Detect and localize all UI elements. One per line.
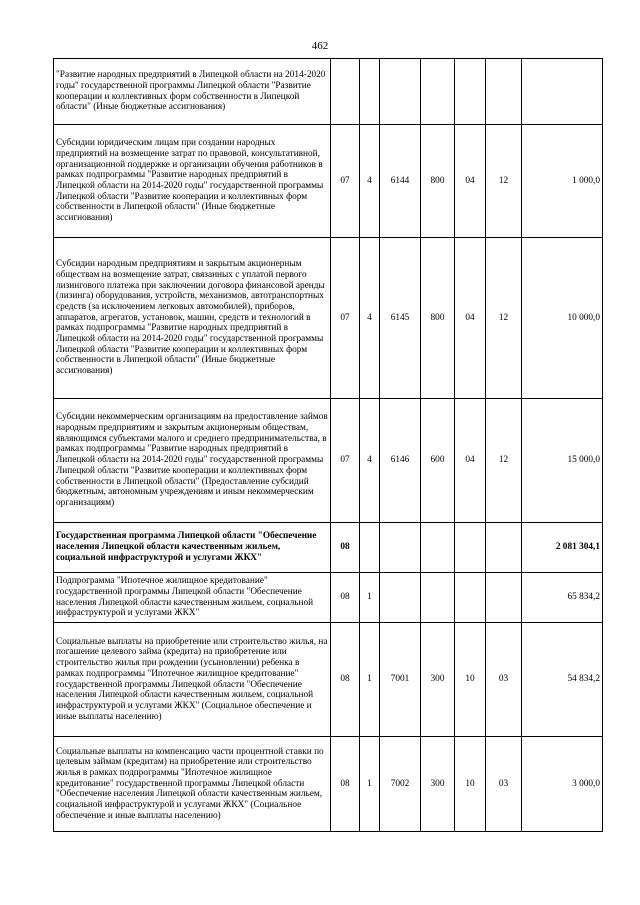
table-row — [54, 623, 603, 737]
amount-value: 15 000,0 — [522, 399, 603, 523]
section-code: 1 — [360, 623, 380, 737]
section-code: 4 — [360, 399, 380, 523]
table-row — [54, 399, 603, 523]
section-code: 1 — [360, 573, 380, 623]
amount-value: 2 081 304,1 — [522, 523, 603, 573]
subsection-code: 04 — [455, 238, 486, 399]
row-name: "Развитие народных предприятий в Липецкой области на 2014-2020 годы" государственной программы Липецкой области "Развитие кооперации и коллективных форм собственности в Липецкой области" (Иные бюджетные ассигнования) — [54, 59, 331, 125]
amount-value — [522, 59, 603, 125]
section-code: 1 — [360, 737, 380, 832]
article-code: 12 — [486, 399, 522, 523]
amount-value: 10 000,0 — [522, 238, 603, 399]
table-row — [54, 59, 603, 125]
row-name: Социальные выплаты на приобретение или строительство жилья, на погашение целевого займа (кредита) на приобретение или строительство жилья при рождении (усыновлении) ребенка в рамках подпрограммы "Ипотечное жилищное кредитование" государственной программы Липецкой области "Обеспечение населения Липецкой области качественным жильем, социальной инфраструктурой и услугами ЖКХ" (Социальное обеспечение и иные выплаты населению) — [54, 623, 331, 737]
ministry-code: 07 — [331, 125, 360, 238]
table-row — [54, 523, 603, 573]
target-code — [380, 59, 421, 125]
expense-type-code — [421, 59, 455, 125]
table-row — [54, 125, 603, 238]
ministry-code: 08 — [331, 523, 360, 573]
table-row — [54, 573, 603, 623]
section-code: 4 — [360, 125, 380, 238]
section-code — [360, 59, 380, 125]
subsection-code — [455, 59, 486, 125]
ministry-code: 07 — [331, 399, 360, 523]
subsection-code — [455, 573, 486, 623]
target-code: 7001 — [380, 623, 421, 737]
article-code — [486, 523, 522, 573]
expense-type-code — [421, 573, 455, 623]
row-name: Субсидии некоммерческим организациям на предоставление займов народным предприятиям и закрытым акционерным обществам, являющимся субъектами малого и среднего предпринимательства, в рамках подпрограммы "Развитие народных предприятий в Липецкой области на 2014-2020 годы" государственной программы Липецкой области "Развитие кооперации и коллективных форм собственности в Липецкой области" (Предоставление субсидий бюджетным, автономным учреждениям и иным некоммерческим организациям) — [54, 399, 331, 523]
subsection-code — [455, 523, 486, 573]
table-row — [54, 238, 603, 399]
expense-type-code: 300 — [421, 623, 455, 737]
section-code: 4 — [360, 238, 380, 399]
article-code: 03 — [486, 737, 522, 832]
target-code: 6145 — [380, 238, 421, 399]
section-code — [360, 523, 380, 573]
target-code — [380, 523, 421, 573]
subsection-code: 10 — [455, 623, 486, 737]
target-code — [380, 573, 421, 623]
row-name: Субсидии народным предприятиям и закрытым акционерным обществам на возмещение затрат, связанных с уплатой первого лизингового платежа при заключении договора финансовой аренды (лизинга) оборудования, устройств, механизмов, автотранспортных средств (за исключением легковых автомобилей), приборов, аппаратов, агрегатов, установок, машин, средств и технологий в рамках подпрограммы "Развитие народных предприятий в Липецкой области на 2014-2020 годы" государственной программы Липецкой области "Развитие кооперации и коллективных форм собственности в Липецкой области" (Иные бюджетные ассигнования) — [54, 238, 331, 399]
article-code: 12 — [486, 125, 522, 238]
row-name: Подпрограмма "Ипотечное жилищное кредитование" государственной программы Липецкой области "Обеспечение населения Липецкой области качественным жильем, социальной инфраструктурой и услугами ЖКХ" — [54, 573, 331, 623]
ministry-code: 08 — [331, 623, 360, 737]
subsection-code: 04 — [455, 125, 486, 238]
article-code — [486, 573, 522, 623]
ministry-code — [331, 59, 360, 125]
target-code: 6144 — [380, 125, 421, 238]
target-code: 7002 — [380, 737, 421, 832]
article-code: 03 — [486, 623, 522, 737]
page-number: 462 — [311, 40, 329, 52]
expense-type-code: 600 — [421, 399, 455, 523]
ministry-code: 07 — [331, 238, 360, 399]
row-name: Государственная программа Липецкой области "Обеспечение населения Липецкой области качественным жильем, социальной инфраструктурой и услугами ЖКХ" — [54, 523, 331, 573]
target-code: 6146 — [380, 399, 421, 523]
expense-type-code — [421, 523, 455, 573]
table-row — [54, 737, 603, 832]
subsection-code: 10 — [455, 737, 486, 832]
row-name: Социальные выплаты на компенсацию части процентной ставки по целевым займам (кредитам) на приобретение или строительство жилья в рамках подпрограммы "Ипотечное жилищное кредитование" государственной программы Липецкой области "Обеспечение населения Липецкой области качественным жильем, социальной инфраструктурой и услугами ЖКХ" (Социальное обеспечение и иные выплаты населению) — [54, 737, 331, 832]
amount-value: 65 834,2 — [522, 573, 603, 623]
amount-value: 1 000,0 — [522, 125, 603, 238]
expense-type-code: 800 — [421, 125, 455, 238]
subsection-code: 04 — [455, 399, 486, 523]
budget-table — [53, 58, 603, 832]
ministry-code: 08 — [331, 737, 360, 832]
row-name: Субсидии юридическим лицам при создании народных предприятий на возмещение затрат по правовой, консультативной, организационной поддержке и организации обучения работников в рамках подпрограммы "Развитие народных предприятий в Липецкой области на 2014-2020 годы" государственной программы Липецкой области "Развитие кооперации и коллективных форм собственности в Липецкой области" (Иные бюджетные ассигнования) — [54, 125, 331, 238]
amount-value: 3 000,0 — [522, 737, 603, 832]
amount-value: 54 834,2 — [522, 623, 603, 737]
article-code: 12 — [486, 238, 522, 399]
article-code — [486, 59, 522, 125]
ministry-code: 08 — [331, 573, 360, 623]
expense-type-code: 300 — [421, 737, 455, 832]
expense-type-code: 800 — [421, 238, 455, 399]
table-body — [54, 59, 603, 832]
